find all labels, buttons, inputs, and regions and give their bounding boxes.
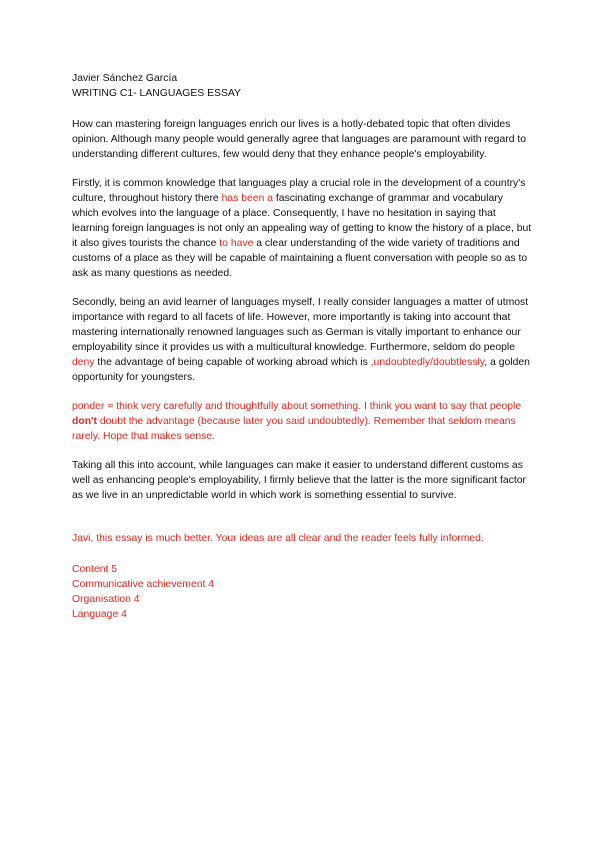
correction-highlight: deny: [72, 357, 95, 368]
teacher-comment: Javi, this essay is much better. Your ideas are all clear and the reader feels fully informed.: [72, 533, 484, 544]
text-run: Firstly, it is common knowledge that languages play a crucial role in the development of a country's culture, throughout history there: [72, 178, 526, 204]
score-language: Language 4: [72, 609, 127, 620]
correction-highlight: ,undoubtedly/doubtlessly: [370, 357, 485, 368]
body-paragraph-1: [72, 176, 532, 281]
essay-header: [72, 71, 532, 101]
emphasis-word: don't: [72, 416, 97, 427]
text-run: , a golden opportunity for youngsters.: [72, 357, 530, 383]
text-run: Secondly, being an avid learner of languages myself, I really consider languages a matter of utmost importance with regard to all facets of life. However, more importantly is taking into account that mastering internationally renowned languages such as German is vitally important to enhance our employability since it provides us with a multicultural knowledge. Furthermore, seldom do people: [72, 297, 529, 353]
conclusion-paragraph: Taking all this into account, while languages can make it easier to understand different customs as well as enhancing people's employability, I firmly believe that the latter is the more significant factor as we live in an unpredictable world in which work is something essential to survive.: [72, 460, 527, 501]
essay-title: WRITING C1- LANGUAGES ESSAY: [72, 88, 241, 99]
text-run: ponder = think very carefully and thoughtfully about something. I think you want to say that people: [72, 401, 522, 412]
correction-highlight: has been a: [221, 193, 274, 204]
body-paragraph-2: [72, 295, 532, 385]
score-organisation: Organisation 4: [72, 594, 140, 605]
text-run: doubt the advantage (because later you said undoubtedly). Remember that seldom means rarely. Hope that makes sense.: [72, 416, 516, 442]
essay-document: [72, 71, 532, 622]
text-run: fascinating exchange of grammar and vocabulary which evolves into the language of a place. Consequently, I have no hesitation in saying that learning foreign languages is not only an appealing way of getting to know the history of a place, but it also gives tourists the chance: [72, 193, 532, 249]
teacher-feedback-note: [72, 399, 532, 444]
score-list: [72, 562, 532, 622]
text-run: a clear understanding of the wide variety of traditions and customs of a place as they will be capable of maintaining a fluent conversation with people so as to ask as many questions as needed.: [72, 238, 528, 279]
score-communicative-achievement: Communicative achievement 4: [72, 579, 215, 590]
intro-paragraph: How can mastering foreign languages enrich our lives is a hotly-debated topic that often divides opinion. Although many people would generally agree that languages are paramount with regard to understanding different cultures, few would deny that they enhance people's employability.: [72, 119, 527, 160]
author-name: Javier Sánchez García: [72, 73, 178, 84]
text-run: the advantage of being capable of working abroad which is: [94, 357, 371, 368]
score-content: Content 5: [72, 564, 118, 575]
correction-highlight: to have: [219, 238, 254, 249]
